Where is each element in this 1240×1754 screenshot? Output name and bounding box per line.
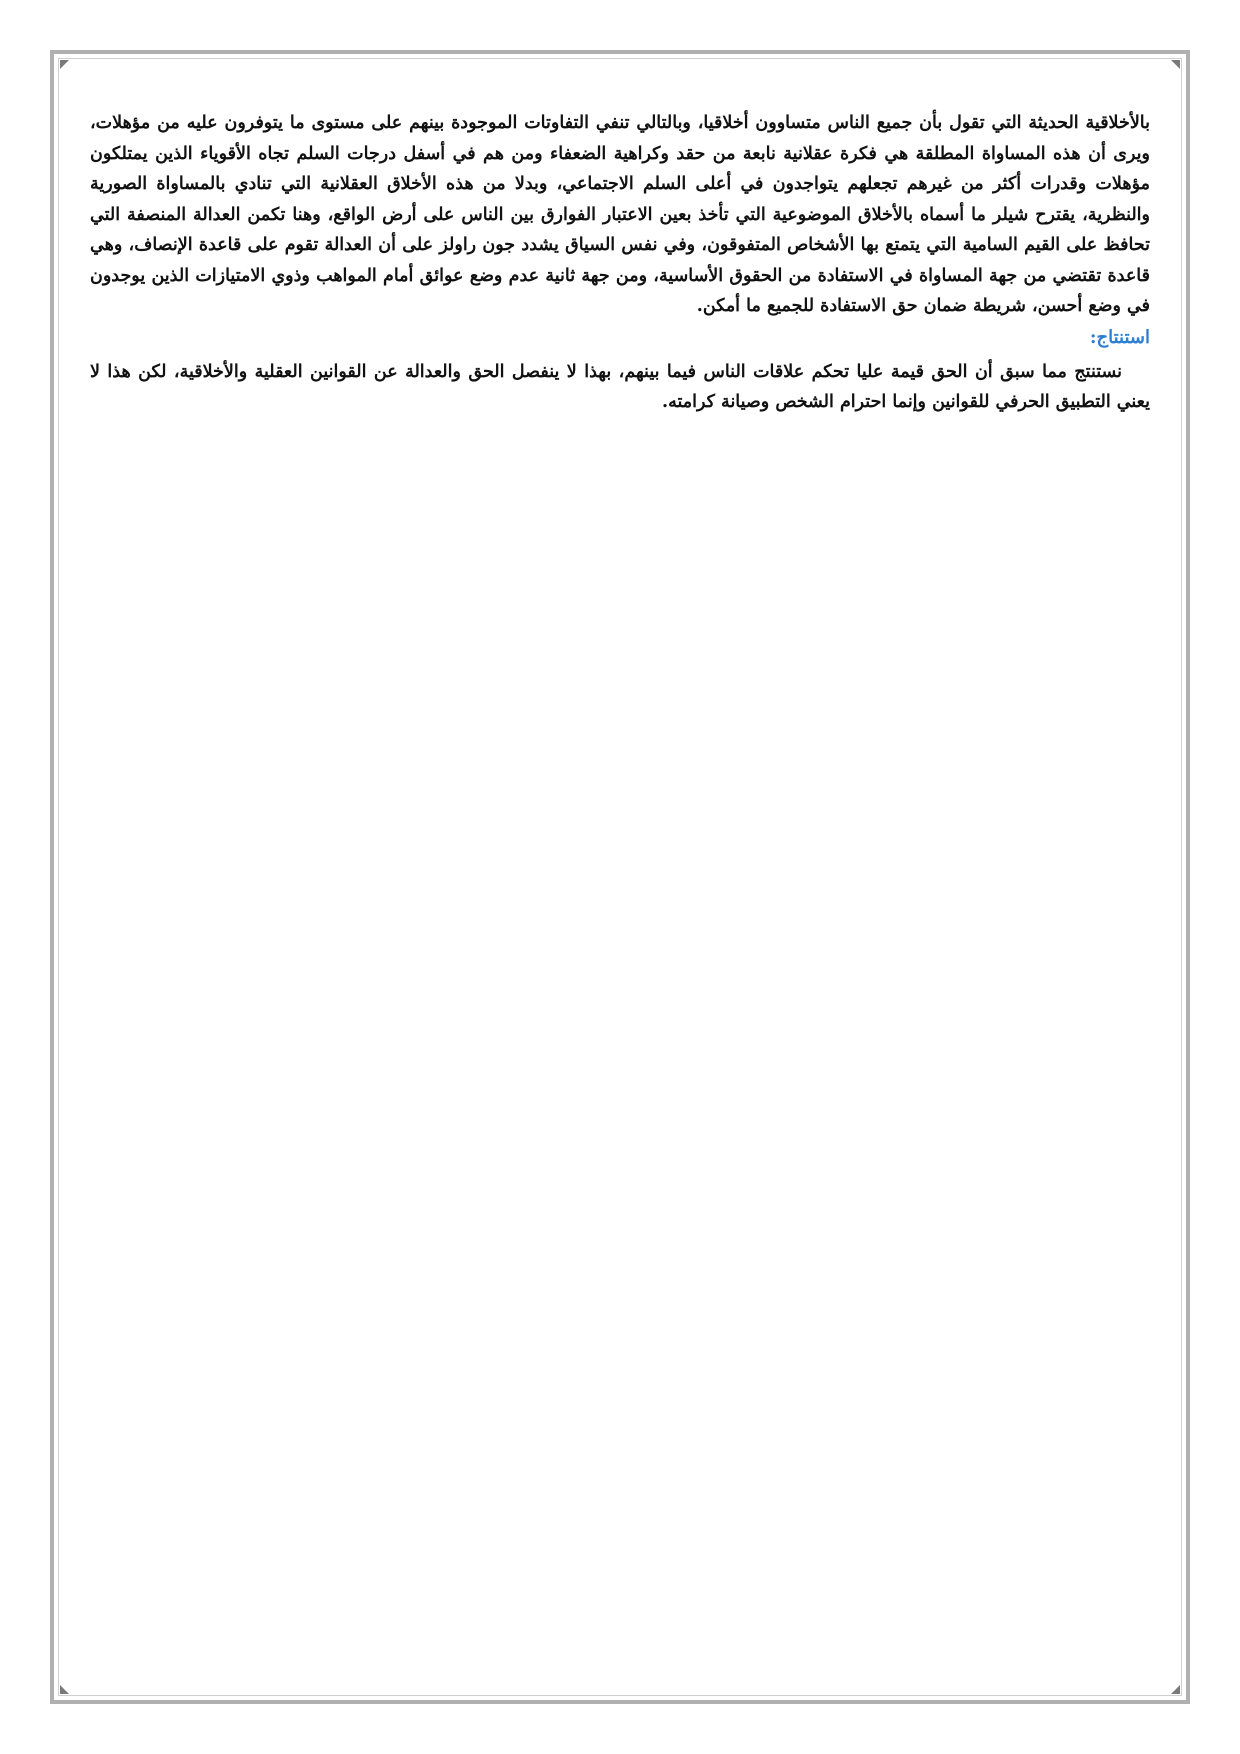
corner-ornament-top-left-icon xyxy=(60,60,69,69)
corner-ornament-bottom-right-icon xyxy=(1171,1685,1180,1694)
document-body xyxy=(90,108,1150,418)
corner-ornament-top-right-icon xyxy=(1171,60,1180,69)
conclusion-heading: استنتاج: xyxy=(1089,326,1150,348)
corner-ornament-bottom-left-icon xyxy=(60,1685,69,1694)
body-paragraph: بالأخلاقية الحديثة التي تقول بأن جميع الناس متساوون أخلاقيا، وبالتالي تنفي التفاوتات الموجودة بينهم على مستوى ما يتوفرون عليه من مؤهلات، ويرى أن هذه المساواة المطلقة هي فكرة عقلانية نابعة من حقد وكراهية الضعفاء ومن هم في أسفل درجات السلم تجاه الأقوياء الذين يمتلكون مؤهلات وقدرات أكثر من غيرهم تجعلهم يتواجدون في أعلى السلم الاجتماعي، وبدلا من هذه الأخلاق العقلانية التي تنادي بالمساواة الصورية والنظرية، يقترح شيلر ما أسماه بالأخلاق الموضوعية التي تأخذ بعين الاعتبار الفوارق بين الناس على أرض الواقع، وهنا تكمن العدالة المنصفة التي تحافظ على القيم السامية التي يتمتع بها الأشخاص المتفوقون، وفي نفس السياق يشدد جون راولز على أن العدالة تقوم على قاعدة الإنصاف، وهي قاعدة تقتضي من جهة المساواة في الاستفادة من الحقوق الأساسية، ومن جهة ثانية عدم وضع عوائق أمام المواهب وذوي الامتيازات الذين يوجدون في وضع أحسن، شريطة ضمان حق الاستفادة للجميع ما أمكن. xyxy=(90,113,1150,316)
conclusion-paragraph: نستنتج مما سبق أن الحق قيمة عليا تحكم علاقات الناس فيما بينهم، بهذا لا ينفصل الحق والعدالة عن القوانين العقلية والأخلاقية، لكن هذا لا يعني التطبيق الحرفي للقوانين وإنما احترام الشخص وصيانة كرامته. xyxy=(90,361,1150,412)
